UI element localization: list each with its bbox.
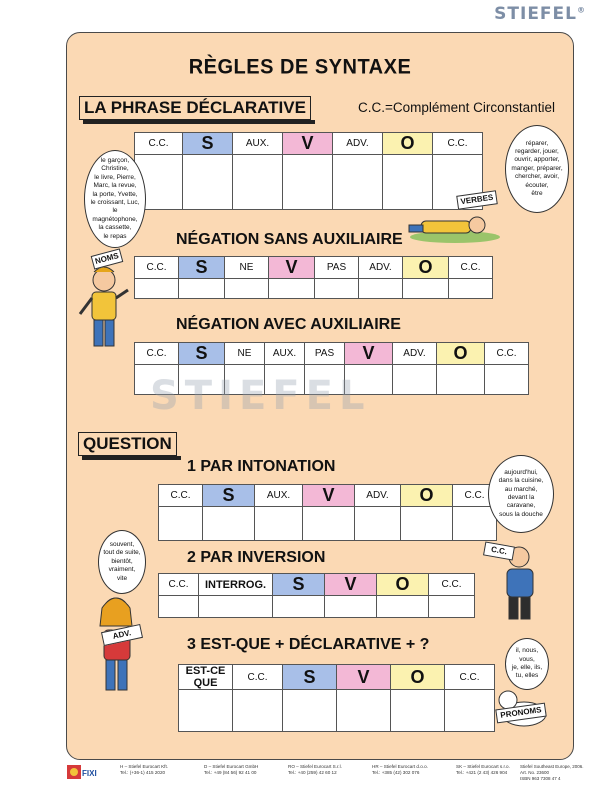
grid-label-cell: AUX.: [233, 133, 283, 155]
neg-aux-heading: NÉGATION AVEC AUXILIAIRE: [176, 316, 401, 333]
watermark: STIEFEL: [150, 373, 371, 419]
grid-label-cell: S: [183, 133, 233, 155]
footer-contact: [204, 764, 258, 776]
grid-answer-cell: [429, 596, 475, 618]
grid-label-cell: O: [383, 133, 433, 155]
grid-answer-cell: [179, 279, 225, 299]
grid-label-cell: PAS: [315, 257, 359, 279]
grid-label-cell: C.C.: [135, 257, 179, 279]
grid-label-cell: ADV.: [359, 257, 403, 279]
grid-label-cell: AUX.: [265, 343, 305, 365]
inversion-heading: 2 PAR INVERSION: [187, 549, 326, 566]
grid-label-cell: PAS: [305, 343, 345, 365]
grid-answer-cell: [273, 596, 325, 618]
grid-answer-cell: [255, 507, 303, 541]
grid-label-cell: C.C.: [233, 665, 283, 690]
imprint-line: ISBN 963 7308 47 4: [520, 776, 561, 781]
imprint-line: Stiefel Southeast Europe, 2006.: [520, 764, 584, 769]
neg-no-aux-heading: NÉGATION SANS AUXILIAIRE: [176, 231, 403, 248]
bubble-line: chercher, avoir,: [514, 173, 560, 181]
pronoms-sign: PRONOMS: [495, 703, 546, 724]
bubble-line: écouter,: [525, 181, 549, 189]
bubble-line: vite: [116, 574, 128, 582]
grid-label-cell: C.C.: [453, 485, 497, 507]
inversion-grid: [158, 573, 475, 618]
est-que-heading: 3 EST-QUE + DÉCLARATIVE + ?: [187, 636, 430, 653]
bubble-line: le magnétophone,: [92, 207, 138, 223]
grid-label-cell: C.C.: [159, 485, 203, 507]
fixi-logo: [67, 765, 101, 783]
grid-answer-cell: [159, 507, 203, 541]
grid-answer-cell: [283, 690, 337, 732]
footer-contact-line: H – Stiefel Eurocart Kft.: [120, 764, 168, 769]
bubble-line: devant la: [507, 494, 535, 501]
bubble-line: sous la douche: [499, 510, 543, 518]
grid-answer-cell: [333, 155, 383, 210]
grid-label-cell: S: [273, 574, 325, 596]
grid-answer-cell: [377, 596, 429, 618]
footer-contact-line: Tel.: +40 (259) 42 60 12: [288, 770, 337, 775]
grid-label-cell: O: [391, 665, 445, 690]
bubble-line: être: [531, 190, 543, 198]
footer-contact-line: Tel.: +421 (2 43) 426 904: [456, 770, 508, 775]
footer-contact-line: D – Stiefel Eurocart GmbH: [204, 764, 259, 769]
bubble-line: caravane,: [506, 502, 536, 510]
noms-sign: NOMS: [91, 248, 124, 269]
grid-answer-cell: [135, 279, 179, 299]
grid-answer-cell: [315, 279, 359, 299]
grid-answer-cell: [391, 690, 445, 732]
bubble-line: tout de suite,: [103, 549, 141, 557]
grid-label-cell: NE: [225, 343, 265, 365]
grid-label-cell: V: [345, 343, 393, 365]
grid-label-cell: O: [377, 574, 429, 596]
grid-label-cell: V: [303, 485, 355, 507]
bubble-line: manger, préparer,: [511, 164, 563, 172]
cc-bubble: [488, 455, 554, 533]
grid-answer-cell: [179, 690, 233, 732]
footer-contact-line: RO – Stiefel Eurocart S.r.l.: [288, 764, 342, 769]
bubble-line: réparer,: [525, 139, 549, 147]
grid-answer-cell: [283, 155, 333, 210]
intonation-grid: [158, 484, 497, 541]
grid-label-cell: V: [269, 257, 315, 279]
grid-label-cell: ADV.: [355, 485, 401, 507]
bubble-line: je, elle, ils,: [511, 664, 543, 671]
grid-label-cell: C.C.: [449, 257, 493, 279]
bubble-line: le livre, Pierre,: [94, 173, 136, 181]
footer-contact-line: SK – Stiefel Eurocart s.r.o.: [456, 764, 510, 769]
footer-contact-line: HR – Stiefel Eurocart d.o.o.: [372, 764, 428, 769]
bubble-line: tu, elles: [515, 672, 539, 680]
bubble-line: le repas: [103, 232, 127, 240]
verbes-sign: VERBES: [456, 190, 498, 209]
grid-answer-cell: [437, 365, 485, 395]
grid-label-cell: S: [179, 257, 225, 279]
grid-label-cell: O: [437, 343, 485, 365]
grid-label-cell: C.C.: [433, 133, 483, 155]
bubble-line: le garçon,: [100, 156, 130, 164]
grid-label-cell: C.C.: [135, 133, 183, 155]
verbes-bubble: [505, 125, 569, 213]
brand-logo: STIEFEL®: [494, 4, 586, 24]
grid-answer-cell: [233, 690, 283, 732]
bubble-line: le croissant, Luc,: [90, 199, 140, 206]
footer-contact-line: Tel.: (+36-1) 415 2020: [120, 770, 166, 775]
intonation-heading: 1 PAR INTONATION: [187, 458, 336, 475]
grid-label-cell: EST-CE QUE: [179, 665, 233, 690]
grid-answer-cell: [199, 596, 273, 618]
cc-sign: C.C.: [483, 542, 515, 561]
grid-label-cell: C.C.: [135, 343, 179, 365]
grid-answer-cell: [159, 596, 199, 618]
bubble-line: au marché,: [504, 485, 538, 493]
grid-label-cell: V: [325, 574, 377, 596]
est-que-grid: [178, 664, 495, 732]
bubble-line: Marc, la revue,: [93, 182, 137, 190]
grid-answer-cell: [183, 155, 233, 210]
bubble-line: la cassette,: [98, 224, 132, 232]
grid-label-cell: S: [203, 485, 255, 507]
neg-no-aux-grid: [134, 256, 493, 299]
footer-contact-line: Tel.: +385 (42) 302 076: [372, 770, 420, 775]
bubble-line: il, nous, vous,: [515, 647, 539, 663]
grid-answer-cell: [401, 507, 453, 541]
grid-answer-cell: [445, 690, 495, 732]
grid-label-cell: ADV.: [333, 133, 383, 155]
grid-answer-cell: [359, 279, 403, 299]
bubble-line: vraiment,: [108, 566, 136, 574]
grid-label-cell: C.C.: [445, 665, 495, 690]
footer-contact: [372, 764, 428, 776]
grid-answer-cell: [403, 279, 449, 299]
grid-label-cell: V: [337, 665, 391, 690]
grid-label-cell: V: [283, 133, 333, 155]
bubble-line: regarder, jouer,: [515, 147, 559, 155]
footer-contact: [288, 764, 342, 776]
cc-note: C.C.=Complément Circonstantiel: [358, 100, 555, 115]
grid-label-cell: ADV.: [393, 343, 437, 365]
bubble-line: dans la cuisine,: [498, 477, 544, 485]
grid-label-cell: O: [401, 485, 453, 507]
adv-bubble: [98, 530, 146, 594]
grid-label-cell: O: [403, 257, 449, 279]
grid-answer-cell: [355, 507, 401, 541]
grid-label-cell: INTERROG.: [199, 574, 273, 596]
grid-label-cell: C.C.: [485, 343, 529, 365]
grid-answer-cell: [325, 596, 377, 618]
grid-label-cell: S: [283, 665, 337, 690]
grid-label-cell: S: [179, 343, 225, 365]
imprint-line: Art. No. 23600: [520, 770, 550, 775]
grid-label-cell: NE: [225, 257, 269, 279]
grid-answer-cell: [337, 690, 391, 732]
grid-answer-cell: [449, 279, 493, 299]
question-heading: QUESTION: [78, 432, 177, 456]
bubble-line: aujourd'hui,: [504, 468, 538, 476]
noms-bubble: [84, 150, 146, 248]
adv-sign: ADV.: [101, 624, 143, 646]
declarative-heading: LA PHRASE DÉCLARATIVE: [79, 96, 311, 120]
page-title: RÈGLES DE SYNTAXE: [188, 55, 412, 79]
bubble-line: ouvrir, apporter,: [514, 156, 560, 164]
footer-contact-line: Tel.: +49 (84 56) 92 41 00: [204, 770, 257, 775]
grid-answer-cell: [233, 155, 283, 210]
adv-character-illustration: [82, 590, 152, 700]
bubble-line: souvent,: [109, 540, 135, 548]
grid-answer-cell: [393, 365, 437, 395]
grid-answer-cell: [225, 279, 269, 299]
imprint: [520, 764, 584, 782]
bubble-line: la porte, Yvette,: [92, 190, 138, 198]
grid-answer-cell: [203, 507, 255, 541]
grid-label-cell: C.C.: [429, 574, 475, 596]
bubble-line: bientôt,: [111, 557, 133, 565]
grid-answer-cell: [485, 365, 529, 395]
footer-contact: [120, 764, 168, 776]
fixi-logo-text: FIXI: [82, 769, 97, 778]
grid-label-cell: C.C.: [159, 574, 199, 596]
grid-answer-cell: [269, 279, 315, 299]
grid-answer-cell: [303, 507, 355, 541]
bubble-line: Christine,: [101, 165, 129, 173]
grid-label-cell: AUX.: [255, 485, 303, 507]
footer-contact: [456, 764, 510, 776]
